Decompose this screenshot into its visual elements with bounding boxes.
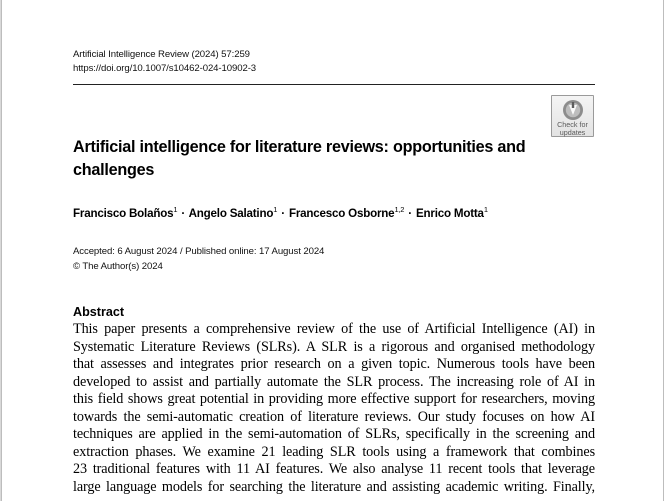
author-separator: · <box>408 207 412 220</box>
abstract-line: This paper presents a comprehensive review of the use of Artificial Intelligence (AI) in <box>73 321 595 337</box>
journal-citation: Artificial Intelligence Review (2024) 57:259 <box>73 49 250 60</box>
abstract-line: 23 traditional features with 11 AI features. We also analyse 11 recent tools that leverage <box>73 461 595 477</box>
article-title: Artificial intelligence for literature reviews: opportunities and challenges <box>73 138 526 179</box>
author-affiliation: 1 <box>483 205 488 214</box>
abstract-line: large language models for searching the literature and assisting academic writing. Finally, <box>73 478 595 495</box>
journal-reference <box>73 48 256 76</box>
abstract-line: developed to assist and partially automate the SLR process. The increasing role of AI in <box>73 373 595 390</box>
author-affiliation: 1 <box>273 205 278 214</box>
author-name[interactable]: Francisco Bolaños <box>73 207 174 220</box>
badge-line-2: updates <box>559 127 586 137</box>
author-affiliation: 1,2 <box>394 205 405 214</box>
author-separator: · <box>181 207 186 220</box>
abstract-line: this field shows great potential in providing more effective support for researchers, moving <box>73 391 595 407</box>
author-separator: · <box>281 207 285 220</box>
badge-line-1: Check for <box>557 120 588 129</box>
author-name[interactable]: Enrico Motta <box>416 207 484 220</box>
publication-dates <box>73 245 324 274</box>
check-for-updates-icon <box>562 99 584 121</box>
author-affiliation: 1 <box>173 205 178 214</box>
abstract-body <box>73 321 595 496</box>
author-list <box>73 205 488 223</box>
copyright-line: © The Author(s) 2024 <box>73 260 163 272</box>
author-name[interactable]: Angelo Salatino <box>188 207 274 220</box>
abstract-line: techniques are applied in the semi-automation of SLRs, specifically in the screening and <box>73 426 595 442</box>
abstract-heading: Abstract <box>73 305 125 319</box>
abstract-line: Systematic Literature Reviews (SLRs). A SLR is a rigorous and organised methodology <box>73 338 595 355</box>
abstract-line: extraction phases. We examine 21 leading SLR tools using a framework that combines <box>73 443 595 460</box>
accepted-published-line: Accepted: 6 August 2024 / Published online: 17 August 2024 <box>73 246 325 257</box>
abstract-line: towards the semi-automatic creation of literature reviews. Our study focuses on how AI <box>73 408 595 425</box>
author-name[interactable]: Francesco Osborne <box>288 207 395 220</box>
paper-page <box>1 0 664 501</box>
check-for-updates-badge[interactable] <box>551 95 594 137</box>
header-rule <box>73 84 595 85</box>
doi-link[interactable]: https://doi.org/10.1007/s10462-024-10902-3 <box>73 63 257 74</box>
abstract-line: that assesses and integrates prior research on a given topic. Numerous tools have been <box>73 356 595 372</box>
